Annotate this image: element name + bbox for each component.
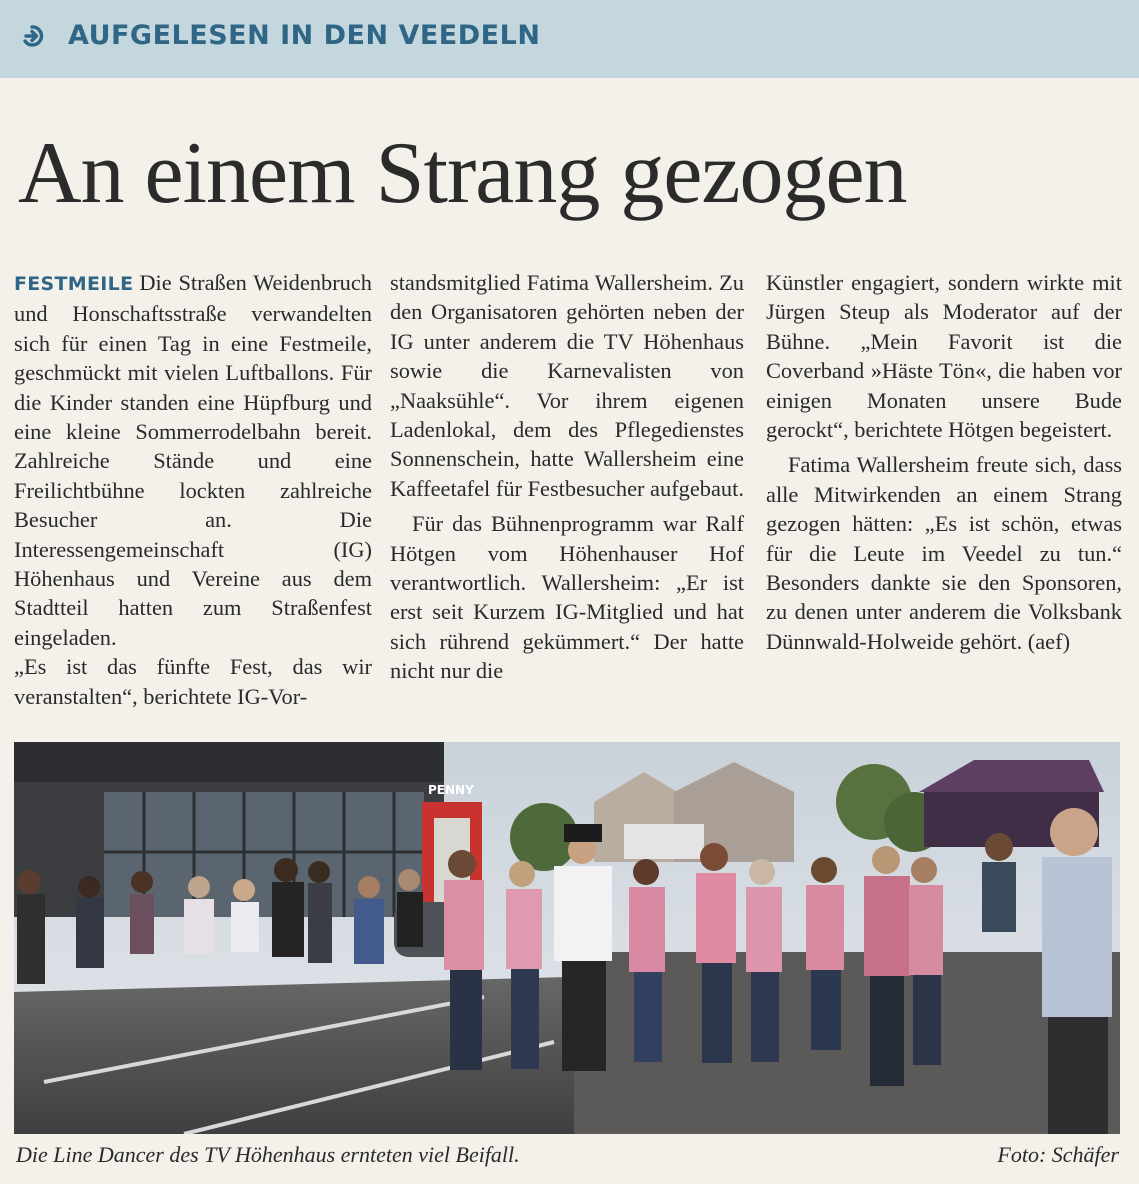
paragraph: Die Straßen Weidenbruch und Honschaftsstraße verwandelten sich für einen Tag in eine Festmeile, geschmückt mit vielen Luftballons. Für die Kinder standen eine Hüpfburg und eine kleine Sommerrodelbahn bereit. Zahlreiche Stände und eine Freilichtbühne lockten zahlreiche Besucher an. Die Interessengemeinschaft (IG) Höhenhaus und Vereine aus dem Stadtteil hatten zum Straßenfest eingeladen.	[14, 270, 372, 650]
photo-caption: Die Line Dancer des TV Höhenhaus ernteten viel Beifall.	[16, 1142, 520, 1167]
paragraph: Künstler engagiert, sondern wirkte mit Jürgen Steup als Moderator auf der Bühne. „Mein Favorit ist die Coverband »Häste Tön«, die haben vor einigen Monaten unsere Bude gerockt“, berichtete Hötgen begeistert.	[766, 270, 1122, 443]
article-column-3	[766, 268, 1122, 728]
paragraph: Fatima Wallersheim freute sich, dass alle Mitwirkenden an einem Strang gezogen hätten: „Es ist schön, etwas für die Leute im Veedel zu tun.“ Besonders dankte sie den Sponsoren, zu denen unter anderem die Volksbank Dünnwald-Holweide gehört. (aef)	[766, 452, 1122, 654]
article-column-2	[390, 268, 744, 728]
article-photo	[14, 742, 1120, 1134]
article-column-1	[14, 268, 372, 728]
paragraph: Für das Bühnenprogramm war Ralf Hötgen vom Höhenhauser Hof verantwortlich. Wallersheim: „Er ist erst seit Kurzem IG-Mitglied und hat sich rührend gekümmert.“ Der hatte nicht nur die	[390, 511, 744, 684]
circle-arrow-icon	[20, 24, 44, 48]
rubric-label: AUFGELESEN IN DEN VEEDELN	[68, 20, 541, 51]
paragraph: „Es ist das fünfte Fest, das wir veranstalten“, berichtete IG-Vor-	[14, 654, 372, 709]
store-sign: PENNY	[428, 783, 474, 797]
rubric-bar	[0, 0, 1139, 78]
photo-credit: Foto: Schäfer	[997, 1142, 1119, 1167]
article-headline: An einem Strang gezogen	[18, 125, 907, 222]
kicker: FESTMEILE	[14, 273, 134, 295]
paragraph: standsmitglied Fatima Wallersheim. Zu den Organisatoren gehörten neben der IG unter anderem die TV Höhenhaus sowie die Karnevalisten von „Naaksühle“. Vor ihrem eigenen Ladenlokal, dem des Pflegedienstes Sonnenschein, hatte Wallersheim eine Kaffeetafel für Festbesucher aufgebaut.	[390, 270, 744, 501]
photo-illustration	[14, 742, 1120, 1134]
